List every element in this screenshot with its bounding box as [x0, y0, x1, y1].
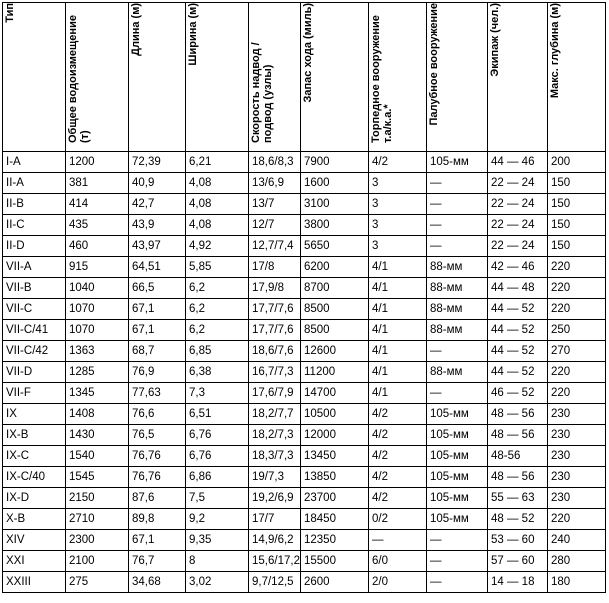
table-cell: X-B — [3, 509, 66, 530]
table-cell: 4/2 — [369, 467, 427, 488]
table-cell: — — [427, 341, 488, 362]
table-row — [3, 488, 606, 509]
table-cell: 4/1 — [369, 320, 427, 341]
table-cell: 16,7/7,3 — [249, 362, 301, 383]
table-cell: 3 — [369, 236, 427, 257]
table-cell: 230 — [548, 446, 606, 467]
table-cell: 5,85 — [186, 257, 249, 278]
table-cell: 4/1 — [369, 257, 427, 278]
table-cell: VII-F — [3, 383, 66, 404]
table-cell: 230 — [548, 404, 606, 425]
table-cell: 89,8 — [129, 509, 186, 530]
table-cell: 1600 — [301, 173, 369, 194]
table-cell: 14,9/6,2 — [249, 530, 301, 551]
table-cell: 66,5 — [129, 278, 186, 299]
table-cell: 4,08 — [186, 194, 249, 215]
table-cell: 13/6,9 — [249, 173, 301, 194]
table-cell: — — [427, 215, 488, 236]
table-cell: 44 — 52 — [488, 362, 548, 383]
table-cell: IX-C — [3, 446, 66, 467]
table-cell: II-B — [3, 194, 66, 215]
table-cell: 55 — 63 — [488, 488, 548, 509]
header-row — [3, 3, 606, 152]
table-cell: 105-мм — [427, 404, 488, 425]
table-cell: 0/2 — [369, 509, 427, 530]
table-cell: 17/8 — [249, 257, 301, 278]
table-cell: 435 — [66, 215, 129, 236]
table-cell: 1070 — [66, 320, 129, 341]
table-cell: 13450 — [301, 446, 369, 467]
table-cell: 414 — [66, 194, 129, 215]
table-cell: 34,68 — [129, 572, 186, 593]
table-cell: 67,1 — [129, 299, 186, 320]
table-cell: — — [427, 530, 488, 551]
table-cell: — — [427, 551, 488, 572]
table-cell: 18,6/7,6 — [249, 341, 301, 362]
table-cell: 4,92 — [186, 236, 249, 257]
table-cell: 12350 — [301, 530, 369, 551]
table-cell: 9,35 — [186, 530, 249, 551]
table-cell: 12/7 — [249, 215, 301, 236]
table-cell: — — [427, 572, 488, 593]
submarine-specs-table — [2, 2, 606, 593]
table-cell: 3 — [369, 215, 427, 236]
table-cell: 3 — [369, 194, 427, 215]
table-cell: 13/7 — [249, 194, 301, 215]
table-cell: 2/0 — [369, 572, 427, 593]
table-cell: 460 — [66, 236, 129, 257]
table-cell: II-D — [3, 236, 66, 257]
table-cell: 1408 — [66, 404, 129, 425]
table-cell: 230 — [548, 467, 606, 488]
table-cell: 88-мм — [427, 362, 488, 383]
table-cell: 40,9 — [129, 173, 186, 194]
table-cell: 48-56 — [488, 446, 548, 467]
table-cell: 19/7,3 — [249, 467, 301, 488]
table-cell: IX-C/40 — [3, 467, 66, 488]
table-row — [3, 320, 606, 341]
table-cell: 2100 — [66, 551, 129, 572]
table-cell: 220 — [548, 257, 606, 278]
table-cell: 18,3/7,3 — [249, 446, 301, 467]
table-cell: 17/7 — [249, 509, 301, 530]
table-cell: 44 — 52 — [488, 299, 548, 320]
table-cell: 220 — [548, 383, 606, 404]
column-header — [548, 3, 606, 152]
table-cell: 240 — [548, 530, 606, 551]
table-cell: 150 — [548, 173, 606, 194]
table-cell: 3,02 — [186, 572, 249, 593]
table-cell: 14700 — [301, 383, 369, 404]
table-cell: 2710 — [66, 509, 129, 530]
table-row — [3, 509, 606, 530]
table-cell: 43,9 — [129, 215, 186, 236]
table-cell: 6,85 — [186, 341, 249, 362]
column-header-label: Тип — [4, 3, 16, 23]
column-header-label: Скорость надвод / подвод (узлы) — [250, 42, 274, 143]
table-cell: 4/2 — [369, 404, 427, 425]
table-cell: 1545 — [66, 467, 129, 488]
table-cell: 15500 — [301, 551, 369, 572]
table-cell: 275 — [66, 572, 129, 593]
table-row — [3, 173, 606, 194]
table-cell: 13850 — [301, 467, 369, 488]
table-cell: 88-мм — [427, 257, 488, 278]
table-cell: IX-D — [3, 488, 66, 509]
table-cell: VII-C/42 — [3, 341, 66, 362]
table-row — [3, 299, 606, 320]
column-header — [129, 3, 186, 152]
table-cell: 44 — 52 — [488, 320, 548, 341]
table-cell: 44 — 52 — [488, 341, 548, 362]
table-cell: 17,9/8 — [249, 278, 301, 299]
table-cell: 105-мм — [427, 509, 488, 530]
table-cell: 12,7/7,4 — [249, 236, 301, 257]
column-header-label: Общее водоизмещение (т) — [67, 15, 91, 143]
table-cell: VII-C — [3, 299, 66, 320]
table-cell: 105-мм — [427, 446, 488, 467]
column-header-label: Торпедное вооружение т.а/к.а.* — [370, 15, 394, 143]
table-cell: 6/0 — [369, 551, 427, 572]
table-cell: — — [427, 236, 488, 257]
table-cell: 46 — 52 — [488, 383, 548, 404]
table-cell: 8500 — [301, 320, 369, 341]
table-cell: 43,97 — [129, 236, 186, 257]
table-cell: 7900 — [301, 152, 369, 173]
table-cell: 17,7/7,6 — [249, 320, 301, 341]
table-cell: 72,39 — [129, 152, 186, 173]
table-cell: 6,38 — [186, 362, 249, 383]
table-row — [3, 152, 606, 173]
table-cell: 915 — [66, 257, 129, 278]
table-cell: 17,7/7,6 — [249, 299, 301, 320]
table-cell: 4/1 — [369, 383, 427, 404]
table-cell: 105-мм — [427, 152, 488, 173]
table-cell: 42,7 — [129, 194, 186, 215]
table-cell: 7,5 — [186, 488, 249, 509]
table-cell: 76,76 — [129, 467, 186, 488]
table-cell: VII-D — [3, 362, 66, 383]
table-cell: 12600 — [301, 341, 369, 362]
table-row — [3, 257, 606, 278]
table-cell: 18,2/7,7 — [249, 404, 301, 425]
table-row — [3, 194, 606, 215]
table-cell: 76,9 — [129, 362, 186, 383]
column-header-label: Ширина (м) — [187, 3, 199, 66]
table-cell: 9,2 — [186, 509, 249, 530]
table-row — [3, 341, 606, 362]
table-row — [3, 425, 606, 446]
table-cell: IX — [3, 404, 66, 425]
table-row — [3, 404, 606, 425]
table-cell: 44 — 46 — [488, 152, 548, 173]
table-row — [3, 236, 606, 257]
table-cell: VII-C/41 — [3, 320, 66, 341]
table-cell: — — [427, 383, 488, 404]
table-cell: 48 — 56 — [488, 467, 548, 488]
table-cell: 220 — [548, 509, 606, 530]
table-cell: 67,1 — [129, 320, 186, 341]
column-header-label: Длина (м) — [130, 3, 142, 56]
table-cell: 4/1 — [369, 362, 427, 383]
table-cell: 48 — 56 — [488, 404, 548, 425]
table-cell: 67,1 — [129, 530, 186, 551]
table-cell: 88-мм — [427, 278, 488, 299]
table-cell: 44 — 48 — [488, 278, 548, 299]
table-cell: 4,08 — [186, 173, 249, 194]
table-cell: 7,3 — [186, 383, 249, 404]
table-cell: IX-B — [3, 425, 66, 446]
table-cell: 42 — 46 — [488, 257, 548, 278]
table-cell: 4/2 — [369, 446, 427, 467]
column-header-label: Палубное вооружение — [428, 3, 440, 126]
table-cell: 4/2 — [369, 488, 427, 509]
table-cell: 57 — 60 — [488, 551, 548, 572]
table-cell: 6,2 — [186, 299, 249, 320]
table-cell: XXI — [3, 551, 66, 572]
table-cell: II-C — [3, 215, 66, 236]
table-cell: 6,76 — [186, 446, 249, 467]
table-cell: II-A — [3, 173, 66, 194]
column-header — [66, 3, 129, 152]
table-row — [3, 572, 606, 593]
table-cell: 12000 — [301, 425, 369, 446]
table-cell: 18,2/7,3 — [249, 425, 301, 446]
table-row — [3, 551, 606, 572]
table-cell: 9,7/12,5 — [249, 572, 301, 593]
table-cell: 280 — [548, 551, 606, 572]
table-cell: 150 — [548, 236, 606, 257]
table-cell: 1430 — [66, 425, 129, 446]
table-cell: 14 — 18 — [488, 572, 548, 593]
table-cell: 6,2 — [186, 320, 249, 341]
table-cell: 4/2 — [369, 425, 427, 446]
table-cell: 22 — 24 — [488, 173, 548, 194]
table-cell: — — [427, 194, 488, 215]
column-header — [249, 3, 301, 152]
column-header — [186, 3, 249, 152]
table-cell: 4/1 — [369, 341, 427, 362]
table-cell: 4,08 — [186, 215, 249, 236]
table-cell: 18450 — [301, 509, 369, 530]
column-header — [369, 3, 427, 152]
table-cell: VII-A — [3, 257, 66, 278]
table-cell: 4/2 — [369, 152, 427, 173]
table-cell: 18,6/8,3 — [249, 152, 301, 173]
table-cell: 6,86 — [186, 467, 249, 488]
table-cell: 2150 — [66, 488, 129, 509]
column-header — [488, 3, 548, 152]
table-cell: 76,76 — [129, 446, 186, 467]
table-body — [3, 152, 606, 593]
table-cell: 5650 — [301, 236, 369, 257]
table-cell: 150 — [548, 194, 606, 215]
table-cell: 87,6 — [129, 488, 186, 509]
table-cell: VII-B — [3, 278, 66, 299]
column-header-label: Макс. глубина (м) — [549, 3, 561, 99]
table-cell: 220 — [548, 362, 606, 383]
table-cell: 4/1 — [369, 299, 427, 320]
column-header — [3, 3, 66, 152]
table-cell: 3 — [369, 173, 427, 194]
table-cell: 1345 — [66, 383, 129, 404]
table-cell: 230 — [548, 488, 606, 509]
table-cell: 22 — 24 — [488, 236, 548, 257]
table-cell: 4/1 — [369, 278, 427, 299]
table-cell: 15,6/17,2 — [249, 551, 301, 572]
table-cell: 230 — [548, 425, 606, 446]
table-cell: 6,51 — [186, 404, 249, 425]
table-cell: 11200 — [301, 362, 369, 383]
table-cell: 270 — [548, 341, 606, 362]
table-cell: 105-мм — [427, 488, 488, 509]
table-cell: 3800 — [301, 215, 369, 236]
table-cell: 68,7 — [129, 341, 186, 362]
table-cell: 19,2/6,9 — [249, 488, 301, 509]
table-cell: 53 — 60 — [488, 530, 548, 551]
table-cell: 250 — [548, 320, 606, 341]
table-cell: 6,76 — [186, 425, 249, 446]
table-cell: 22 — 24 — [488, 194, 548, 215]
table-cell: 381 — [66, 173, 129, 194]
table-cell: 1363 — [66, 341, 129, 362]
table-cell: 48 — 56 — [488, 425, 548, 446]
table-cell: 8500 — [301, 299, 369, 320]
table-cell: 23700 — [301, 488, 369, 509]
table-row — [3, 278, 606, 299]
table-cell: 17,6/7,9 — [249, 383, 301, 404]
table-cell: 48 — 52 — [488, 509, 548, 530]
table-cell: 1285 — [66, 362, 129, 383]
table-row — [3, 383, 606, 404]
table-row — [3, 215, 606, 236]
column-header-label: Запас хода (миль) — [302, 3, 314, 103]
table-cell: 88-мм — [427, 299, 488, 320]
table-row — [3, 467, 606, 488]
table-cell: 8 — [186, 551, 249, 572]
table-cell: — — [369, 530, 427, 551]
table-cell: 180 — [548, 572, 606, 593]
table-cell: 1070 — [66, 299, 129, 320]
table-cell: 10500 — [301, 404, 369, 425]
table-cell: 76,5 — [129, 425, 186, 446]
table-cell: 105-мм — [427, 467, 488, 488]
table-cell: 88-мм — [427, 320, 488, 341]
table-row — [3, 362, 606, 383]
table-cell: 1200 — [66, 152, 129, 173]
table-cell: 77,63 — [129, 383, 186, 404]
table-cell: 6,21 — [186, 152, 249, 173]
table-cell: 220 — [548, 299, 606, 320]
table-cell: I-A — [3, 152, 66, 173]
table-cell: 1540 — [66, 446, 129, 467]
table-row — [3, 530, 606, 551]
table-cell: 3100 — [301, 194, 369, 215]
table-row — [3, 446, 606, 467]
table-cell: 2600 — [301, 572, 369, 593]
table-cell: 200 — [548, 152, 606, 173]
table-cell: 105-мм — [427, 425, 488, 446]
column-header — [301, 3, 369, 152]
table-cell: 6200 — [301, 257, 369, 278]
table-cell: 2300 — [66, 530, 129, 551]
table-cell: 220 — [548, 278, 606, 299]
table-cell: 1040 — [66, 278, 129, 299]
table-cell: 150 — [548, 215, 606, 236]
table-cell: XIV — [3, 530, 66, 551]
table-cell: — — [427, 173, 488, 194]
table-cell: 76,6 — [129, 404, 186, 425]
table-cell: XXIII — [3, 572, 66, 593]
column-header-label: Экипаж (чел.) — [489, 3, 501, 77]
column-header — [427, 3, 488, 152]
table-cell: 22 — 24 — [488, 215, 548, 236]
table-cell: 64,51 — [129, 257, 186, 278]
table-cell: 76,7 — [129, 551, 186, 572]
table-cell: 8700 — [301, 278, 369, 299]
table-cell: 6,2 — [186, 278, 249, 299]
